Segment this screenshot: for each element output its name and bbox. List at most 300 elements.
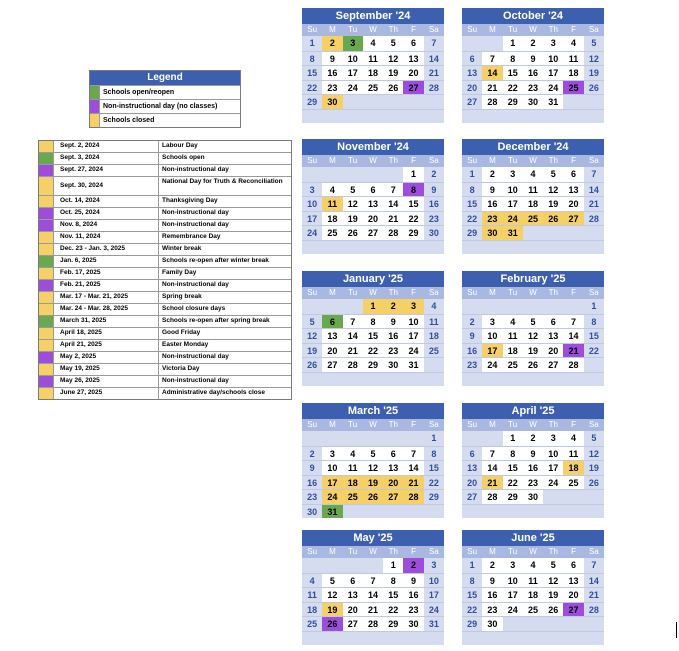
day-grid — [462, 167, 604, 254]
event-row — [39, 279, 291, 291]
calendar-empty-cell — [543, 225, 563, 240]
calendar-day: 11 — [424, 314, 444, 329]
calendar-day: 7 — [482, 51, 502, 66]
weekday-label: F — [571, 25, 576, 34]
calendar-empty-cell — [482, 631, 502, 646]
calendar-day: 24 — [343, 80, 363, 95]
calendar-day: 22 — [302, 80, 322, 95]
calendar-day: 8 — [403, 182, 423, 197]
calendar-empty-cell — [403, 109, 423, 124]
calendar-day: 6 — [363, 182, 383, 197]
weekday-header — [302, 155, 444, 167]
weekday-label: F — [411, 156, 416, 165]
calendar-day: 12 — [383, 51, 403, 66]
calendar-day: 27 — [363, 225, 383, 240]
calendar-day: 8 — [503, 51, 523, 66]
event-row — [39, 327, 291, 339]
calendar-day: 31 — [424, 616, 444, 631]
calendar-empty-cell — [424, 357, 444, 372]
weekday-label: M — [329, 547, 336, 556]
event-row — [39, 291, 291, 303]
calendar-day: 1 — [503, 431, 523, 446]
calendar-day: 14 — [482, 460, 502, 475]
weekday-label: W — [369, 420, 377, 429]
calendar-day: 23 — [482, 211, 502, 226]
calendar-day: 16 — [523, 460, 543, 475]
calendar-empty-cell — [523, 240, 543, 255]
calendar-empty-cell — [503, 299, 523, 314]
calendar-empty-cell — [343, 109, 363, 124]
calendar-day: 24 — [322, 489, 342, 504]
calendar-day: 7 — [383, 182, 403, 197]
calendar-day: 14 — [383, 196, 403, 211]
calendar-empty-cell — [523, 631, 543, 646]
calendar-day: 31 — [543, 94, 563, 109]
event-date: Mar. 17 - Mar. 21, 2025 — [54, 292, 159, 303]
calendar-day: 27 — [563, 211, 583, 226]
event-description: Non-instructional day — [162, 221, 229, 228]
weekday-label: M — [489, 156, 496, 165]
calendar-day: 3 — [403, 299, 423, 314]
calendar-day: 2 — [424, 167, 444, 182]
events-table — [38, 140, 292, 400]
calendar-day: 12 — [302, 328, 322, 343]
event-row — [39, 195, 291, 207]
weekday-label: Sa — [428, 156, 439, 165]
calendar-day: 9 — [482, 573, 502, 588]
calendar-day: 4 — [563, 431, 583, 446]
weekday-label: Th — [388, 25, 398, 34]
calendar-day: 2 — [383, 299, 403, 314]
calendar-day: 3 — [424, 558, 444, 573]
calendar-empty-cell — [363, 558, 383, 573]
calendar-day: 23 — [302, 489, 322, 504]
event-swatch-closed — [39, 141, 54, 152]
calendar-day: 30 — [482, 225, 502, 240]
calendar-day: 20 — [462, 80, 482, 95]
day-grid — [302, 431, 444, 518]
event-date: June 27, 2025 — [54, 388, 159, 399]
weekday-label: Th — [388, 547, 398, 556]
weekday-label: Sa — [588, 288, 599, 297]
weekday-label: Tu — [348, 156, 358, 165]
calendar-empty-cell — [462, 431, 482, 446]
calendar-day: 4 — [424, 299, 444, 314]
calendar-day: 26 — [383, 80, 403, 95]
calendar-empty-cell — [563, 94, 583, 109]
legend-item-open — [90, 85, 240, 99]
calendar-day: 20 — [543, 343, 563, 358]
weekday-label: Th — [388, 288, 398, 297]
weekday-label: M — [489, 25, 496, 34]
legend-title: Legend — [90, 71, 240, 85]
calendar-day: 18 — [343, 475, 363, 490]
event-description: Non-instructional day — [162, 209, 229, 216]
calendar-day: 12 — [322, 587, 342, 602]
weekday-label: M — [329, 420, 336, 429]
event-swatch-closed — [39, 364, 54, 375]
weekday-label: Tu — [508, 156, 518, 165]
calendar-day: 2 — [482, 558, 502, 573]
month-title: February '25 — [462, 271, 604, 287]
calendar-day: 1 — [403, 167, 423, 182]
month-title: October '24 — [462, 8, 604, 24]
weekday-label: Sa — [428, 25, 439, 34]
calendar-day: 19 — [543, 196, 563, 211]
calendar-day: 18 — [363, 65, 383, 80]
event-row — [39, 351, 291, 363]
calendar-empty-cell — [383, 167, 403, 182]
month-title: September '24 — [302, 8, 444, 24]
day-grid — [462, 431, 604, 518]
month-title: March '25 — [302, 403, 444, 419]
calendar-day: 30 — [302, 504, 322, 519]
calendar-day: 23 — [523, 475, 543, 490]
calendar-empty-cell — [543, 299, 563, 314]
calendar-day: 6 — [403, 36, 423, 51]
day-grid — [302, 299, 444, 386]
event-description: National Day for Truth & Reconciliation — [162, 178, 283, 185]
legend-swatch-open — [90, 86, 100, 99]
calendar-empty-cell — [322, 558, 342, 573]
calendar-empty-cell — [343, 431, 363, 446]
weekday-label: Su — [307, 156, 318, 165]
weekday-label: Tu — [348, 25, 358, 34]
event-swatch-closed — [39, 304, 54, 315]
calendar-day: 25 — [523, 602, 543, 617]
calendar-day: 16 — [424, 196, 444, 211]
calendar-empty-cell — [403, 504, 423, 519]
calendar-day: 12 — [363, 460, 383, 475]
calendar-day: 18 — [563, 65, 583, 80]
event-description: Victoria Day — [162, 365, 200, 372]
calendar-day: 14 — [584, 182, 604, 197]
weekday-header — [462, 419, 604, 431]
calendar-day: 16 — [302, 475, 322, 490]
calendar-day: 24 — [424, 602, 444, 617]
calendar-may — [302, 530, 444, 645]
calendar-day: 19 — [383, 65, 403, 80]
calendar-empty-cell — [363, 631, 383, 646]
calendar-day: 12 — [543, 573, 563, 588]
calendar-day: 4 — [523, 167, 543, 182]
calendar-day: 13 — [563, 573, 583, 588]
event-row — [39, 176, 291, 195]
calendar-empty-cell — [424, 109, 444, 124]
weekday-label: Th — [388, 156, 398, 165]
event-description: Family Day — [162, 269, 197, 276]
calendar-empty-cell — [543, 240, 563, 255]
event-date: Sept. 3, 2024 — [54, 153, 159, 164]
day-grid — [462, 299, 604, 386]
calendar-day: 3 — [343, 36, 363, 51]
calendar-day: 11 — [563, 51, 583, 66]
calendar-empty-cell — [482, 109, 502, 124]
calendar-empty-cell — [462, 631, 482, 646]
calendar-day: 28 — [363, 616, 383, 631]
weekday-label: Tu — [508, 420, 518, 429]
calendar-empty-cell — [503, 372, 523, 387]
calendar-day: 21 — [584, 587, 604, 602]
weekday-label: Su — [467, 288, 478, 297]
calendar-day: 21 — [584, 196, 604, 211]
calendar-empty-cell — [424, 631, 444, 646]
calendar-day: 6 — [343, 573, 363, 588]
calendar-day: 2 — [403, 558, 423, 573]
calendar-empty-cell — [343, 167, 363, 182]
calendar-day: 30 — [523, 94, 543, 109]
calendar-empty-cell — [523, 109, 543, 124]
calendar-day: 31 — [403, 357, 423, 372]
calendar-day: 7 — [584, 558, 604, 573]
calendar-day: 9 — [403, 573, 423, 588]
calendar-day: 21 — [403, 475, 423, 490]
weekday-label: Su — [307, 547, 318, 556]
calendar-empty-cell — [302, 109, 322, 124]
calendar-day: 15 — [403, 196, 423, 211]
calendar-day: 2 — [523, 36, 543, 51]
weekday-label: F — [411, 420, 416, 429]
calendar-empty-cell — [403, 240, 423, 255]
calendar-day: 29 — [462, 225, 482, 240]
calendar-day: 5 — [543, 558, 563, 573]
calendar-day: 1 — [383, 558, 403, 573]
event-swatch-closed — [39, 177, 54, 195]
calendar-day: 27 — [462, 94, 482, 109]
event-date: Mar. 24 - Mar. 28, 2025 — [54, 304, 159, 315]
calendar-day: 28 — [383, 225, 403, 240]
event-description: Labour Day — [162, 142, 198, 149]
calendar-empty-cell — [383, 240, 403, 255]
calendar-day: 11 — [563, 446, 583, 461]
weekday-label: Th — [548, 25, 558, 34]
calendar-day: 19 — [543, 587, 563, 602]
calendar-day: 1 — [462, 167, 482, 182]
month-title: May '25 — [302, 530, 444, 546]
calendar-sep — [302, 8, 444, 123]
calendar-day: 9 — [302, 460, 322, 475]
calendar-empty-cell — [563, 240, 583, 255]
calendar-empty-cell — [543, 489, 563, 504]
calendar-day: 22 — [383, 602, 403, 617]
weekday-label: Th — [388, 420, 398, 429]
weekday-label: M — [329, 288, 336, 297]
calendar-empty-cell — [363, 167, 383, 182]
calendar-day: 16 — [462, 343, 482, 358]
calendar-day: 3 — [543, 36, 563, 51]
calendar-day: 16 — [403, 587, 423, 602]
calendar-empty-cell — [302, 299, 322, 314]
calendar-day: 13 — [563, 182, 583, 197]
calendar-day: 10 — [403, 314, 423, 329]
calendar-day: 23 — [403, 602, 423, 617]
calendar-day: 28 — [584, 211, 604, 226]
event-swatch-non — [39, 208, 54, 219]
event-description: Good Friday — [162, 329, 201, 336]
calendar-day: 19 — [584, 460, 604, 475]
calendar-day: 26 — [322, 616, 342, 631]
event-date: May 19, 2025 — [54, 364, 159, 375]
calendar-empty-cell — [584, 616, 604, 631]
calendar-day: 14 — [482, 65, 502, 80]
calendar-day: 2 — [523, 431, 543, 446]
calendar-empty-cell — [584, 225, 604, 240]
calendar-day: 4 — [563, 36, 583, 51]
event-description: Easter Monday — [162, 341, 209, 348]
event-row — [39, 387, 291, 399]
calendar-day: 12 — [543, 182, 563, 197]
event-date: Nov. 8, 2024 — [54, 220, 159, 231]
event-description: Administrative day/schools close — [162, 389, 265, 396]
calendar-day: 9 — [322, 51, 342, 66]
calendar-day: 8 — [462, 182, 482, 197]
calendar-day: 7 — [482, 446, 502, 461]
calendar-day: 26 — [543, 602, 563, 617]
calendar-empty-cell — [302, 372, 322, 387]
calendar-day: 1 — [302, 36, 322, 51]
calendar-day: 25 — [343, 489, 363, 504]
weekday-label: M — [489, 547, 496, 556]
calendar-empty-cell — [363, 504, 383, 519]
event-row — [39, 303, 291, 315]
weekday-label: M — [489, 420, 496, 429]
calendar-day: 19 — [584, 65, 604, 80]
weekday-label: Tu — [348, 288, 358, 297]
calendar-day: 21 — [343, 343, 363, 358]
calendar-day: 19 — [343, 211, 363, 226]
calendar-day: 5 — [584, 36, 604, 51]
calendar-day: 8 — [383, 573, 403, 588]
calendar-day: 1 — [363, 299, 383, 314]
calendar-day: 27 — [383, 489, 403, 504]
event-date: May 26, 2025 — [54, 376, 159, 387]
calendar-day: 22 — [503, 475, 523, 490]
weekday-label: Tu — [348, 420, 358, 429]
calendar-day: 16 — [383, 328, 403, 343]
calendar-day: 12 — [523, 328, 543, 343]
calendar-day: 14 — [343, 328, 363, 343]
event-date: Oct. 25, 2024 — [54, 208, 159, 219]
calendar-day: 10 — [543, 51, 563, 66]
calendar-day: 14 — [584, 573, 604, 588]
calendar-empty-cell — [584, 504, 604, 519]
event-swatch-closed — [39, 232, 54, 243]
weekday-label: Sa — [428, 547, 439, 556]
calendar-empty-cell — [584, 357, 604, 372]
calendar-day: 13 — [462, 65, 482, 80]
event-swatch-closed — [39, 328, 54, 339]
event-description: Non-instructional day — [162, 281, 229, 288]
calendar-day: 6 — [462, 51, 482, 66]
weekday-label: F — [571, 420, 576, 429]
calendar-day: 3 — [482, 314, 502, 329]
calendar-day: 9 — [523, 51, 543, 66]
calendar-empty-cell — [302, 431, 322, 446]
event-description: Non-instructional day — [162, 377, 229, 384]
calendar-day: 8 — [503, 446, 523, 461]
calendar-day: 21 — [363, 602, 383, 617]
calendar-day: 15 — [503, 460, 523, 475]
event-swatch-non — [39, 280, 54, 291]
calendar-empty-cell — [403, 94, 423, 109]
calendar-day: 18 — [523, 587, 543, 602]
calendar-day: 23 — [462, 357, 482, 372]
weekday-label: F — [571, 156, 576, 165]
calendar-day: 20 — [363, 211, 383, 226]
weekday-label: W — [529, 420, 537, 429]
calendar-day: 2 — [482, 167, 502, 182]
calendar-day: 23 — [383, 343, 403, 358]
calendar-day: 28 — [424, 80, 444, 95]
calendar-day: 15 — [424, 460, 444, 475]
weekday-header — [462, 287, 604, 299]
weekday-label: M — [329, 25, 336, 34]
calendar-day: 11 — [523, 182, 543, 197]
calendar-day: 5 — [302, 314, 322, 329]
calendar-empty-cell — [563, 225, 583, 240]
legend — [89, 70, 241, 128]
calendar-empty-cell — [302, 240, 322, 255]
calendar-empty-cell — [383, 94, 403, 109]
calendar-day: 27 — [563, 602, 583, 617]
calendar-day: 25 — [503, 357, 523, 372]
calendar-day: 8 — [302, 51, 322, 66]
calendar-day: 4 — [503, 314, 523, 329]
legend-item-closed — [90, 113, 240, 127]
calendar-day: 24 — [543, 80, 563, 95]
calendar-day: 3 — [322, 446, 342, 461]
calendar-day: 15 — [363, 328, 383, 343]
calendar-empty-cell — [322, 240, 342, 255]
calendar-day: 7 — [363, 573, 383, 588]
calendar-empty-cell — [523, 372, 543, 387]
day-grid — [302, 36, 444, 123]
event-swatch-open — [39, 316, 54, 327]
weekday-label: Su — [467, 547, 478, 556]
calendar-empty-cell — [462, 372, 482, 387]
month-title: November '24 — [302, 139, 444, 155]
event-row — [39, 255, 291, 267]
calendar-day: 11 — [302, 587, 322, 602]
weekday-label: Th — [548, 156, 558, 165]
calendar-day: 26 — [343, 225, 363, 240]
calendar-day: 14 — [403, 460, 423, 475]
calendar-empty-cell — [322, 431, 342, 446]
calendar-day: 25 — [363, 80, 383, 95]
weekday-label: Sa — [588, 420, 599, 429]
calendar-day: 13 — [383, 460, 403, 475]
calendar-day: 5 — [523, 314, 543, 329]
calendar-day: 18 — [322, 211, 342, 226]
calendar-day: 17 — [503, 587, 523, 602]
calendar-day: 24 — [482, 357, 502, 372]
calendar-mar — [302, 403, 444, 518]
calendar-day: 29 — [503, 94, 523, 109]
calendar-empty-cell — [462, 299, 482, 314]
calendar-day: 31 — [503, 225, 523, 240]
calendar-day: 22 — [403, 211, 423, 226]
event-description: School closure days — [162, 305, 226, 312]
calendar-day: 11 — [503, 328, 523, 343]
calendar-day: 9 — [424, 182, 444, 197]
calendar-empty-cell — [302, 631, 322, 646]
calendar-day: 28 — [482, 489, 502, 504]
calendar-empty-cell — [543, 504, 563, 519]
calendar-day: 29 — [462, 616, 482, 631]
calendar-jan — [302, 271, 444, 386]
event-date: Jan. 6, 2025 — [54, 256, 159, 267]
calendar-day: 31 — [322, 504, 342, 519]
